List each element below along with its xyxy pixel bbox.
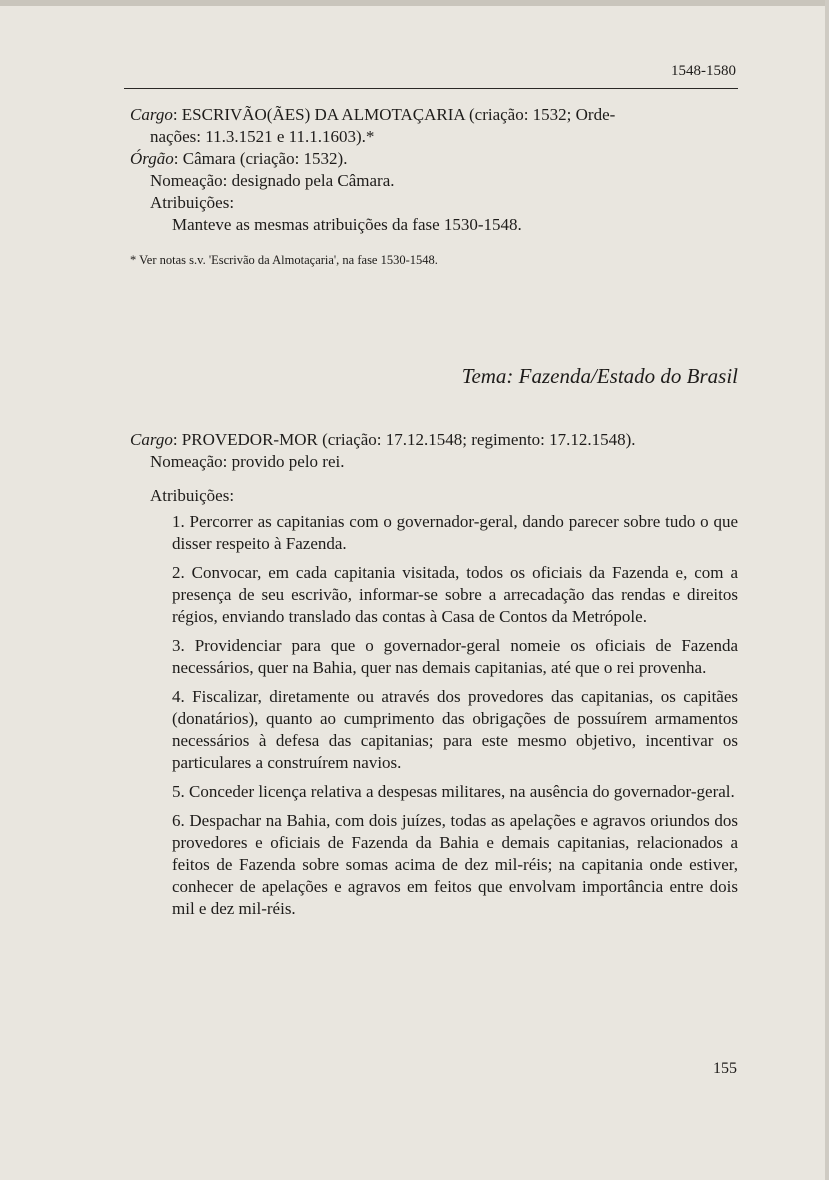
attribution-item-6: 6. Despachar na Bahia, com dois juízes, todas as apelações e agravos oriundos dos provedores e oficiais de Fazenda da Bahia e demais capitanias, relacionados a feitos de Fazenda sobre somas acima de dez mil-réis; na capitania onde estiver, conhecer de apelações e agravos em feitos que envolvam importância entre dois mil e dez mil-réis. — [172, 811, 738, 918]
attribution-item-1: 1. Percorrer as capitanias com o governador-geral, dando parecer sobre tudo o que disser respeito à Fazenda. — [172, 512, 738, 553]
page-right-edge — [825, 0, 829, 1180]
cargo-text: : PROVEDOR-MOR (criação: 17.12.1548; regimento: 17.12.1548). — [172, 430, 636, 449]
nomeacao-line: Nomeação: designado pela Câmara. — [150, 171, 395, 190]
nomeacao-line: Nomeação: provido pelo rei. — [150, 452, 345, 471]
footnote: * Ver notas s.v. 'Escrivão da Almotaçaria', na fase 1530-1548. — [130, 253, 438, 267]
cargo-label: Cargo — [130, 105, 173, 124]
cargo-text: : ESCRIVÃO(ÃES) DA ALMOTAÇARIA (criação: 1532; Orde- — [172, 105, 616, 124]
cargo-line — [130, 104, 738, 126]
attribution-item-5: 5. Conceder licença relativa a despesas militares, na ausência do governador-geral. — [172, 782, 735, 801]
page-number: 155 — [713, 1060, 737, 1077]
attribution-item-3: 3. Providenciar para que o governador-geral nomeie os oficiais de Fazenda necessários, quer na Bahia, quer nas demais capitanias, até que o rei provenha. — [172, 636, 738, 677]
orgao-label: Órgão — [130, 149, 174, 168]
cargo-label: Cargo — [130, 430, 173, 449]
atribuicoes-label: Atribuições: — [150, 193, 235, 212]
theme-heading: Tema: Fazenda/Estado do Brasil — [461, 364, 738, 388]
page-top-edge — [0, 0, 829, 6]
header-rule — [124, 88, 738, 89]
attribution-item-2: 2. Convocar, em cada capitania visitada, todos os oficiais da Fazenda e, com a presença de seu escrivão, informar-se sobre a arrecadação das rendas e direitos régios, enviando translado das contas à Casa de Contos da Metrópole. — [172, 563, 738, 626]
attribution-item-4: 4. Fiscalizar, diretamente ou através dos provedores das capitanias, os capitães (donatários), quanto ao cumprimento das obrigações de possuírem armamentos necessários à defesa das capitanias; para este mesmo objetivo, incentivar os particulares a construírem navios. — [172, 687, 738, 772]
cargo-line — [130, 429, 738, 451]
orgao-text: : Câmara (criação: 1532). — [173, 149, 348, 168]
section-provedor-mor — [130, 429, 738, 920]
orgao-line — [130, 148, 738, 170]
section-escrivao — [130, 104, 738, 268]
cargo-continuation: nações: 11.3.1521 e 11.1.1603).* — [150, 127, 375, 146]
running-head: 1548-1580 — [671, 63, 736, 79]
atribuicoes-label: Atribuições: — [150, 486, 235, 505]
atribuicoes-text: Manteve as mesmas atribuições da fase 1530-1548. — [172, 215, 522, 234]
